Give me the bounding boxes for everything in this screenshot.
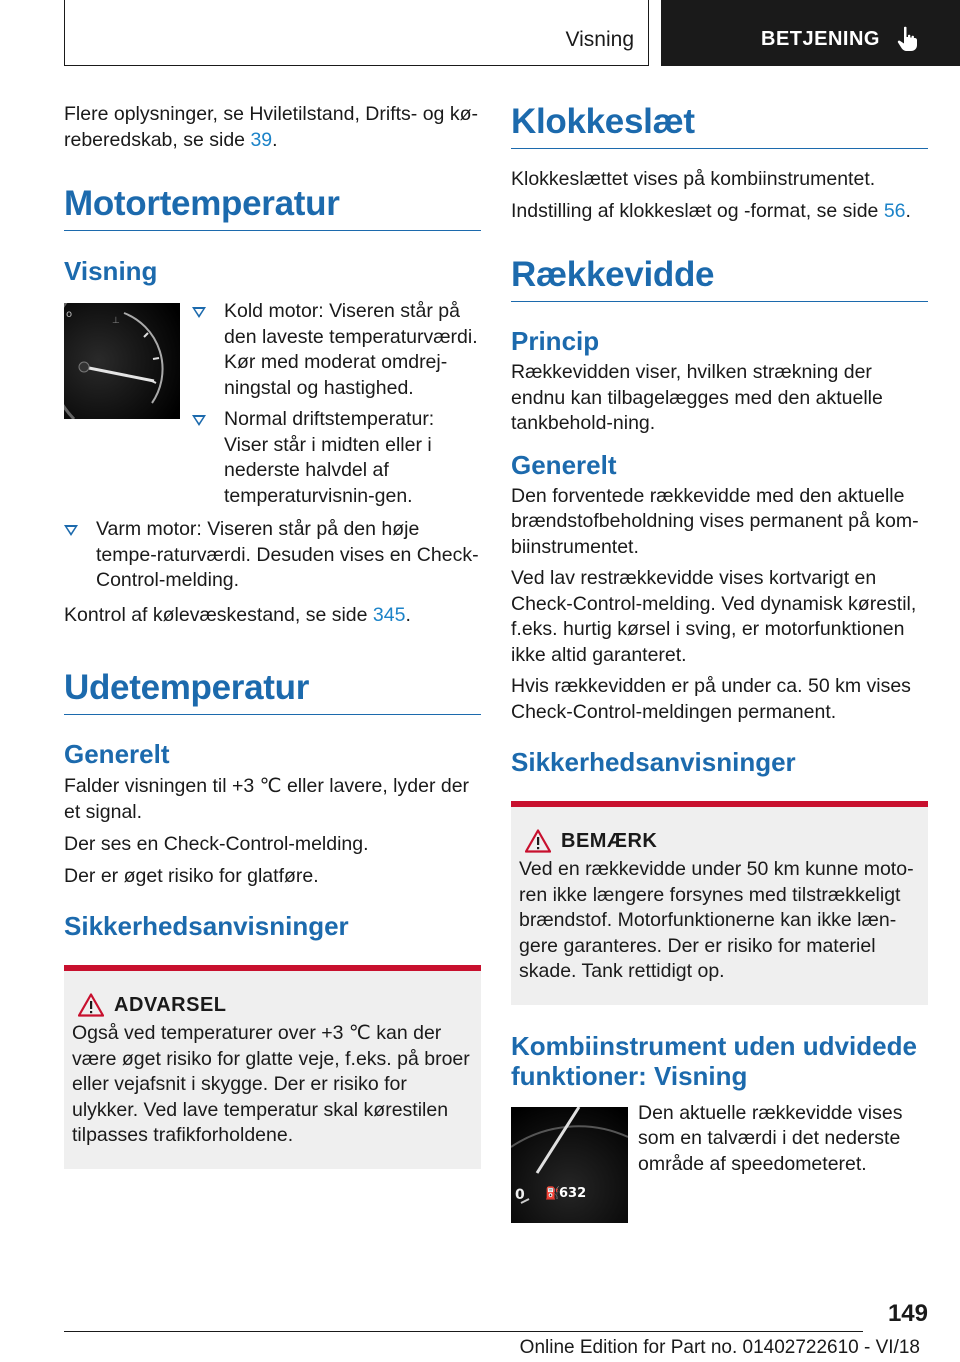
motor-visning-heading: Visning — [64, 256, 158, 286]
note-label: BEMÆRK — [561, 829, 658, 852]
warning-header — [72, 993, 471, 1017]
temperature-gauge-drawing — [64, 303, 180, 419]
klok-heading: Klokkeslæt — [511, 102, 928, 149]
header-section-label: Visning — [565, 28, 634, 51]
note-triangle-icon — [525, 829, 551, 853]
temperature-gauge-image — [64, 303, 180, 419]
footer-edition: Online Edition for Part no. 01402722610 - VI/18 — [519, 1337, 920, 1358]
intro-text: Flere oplysninger, se Hviletilstand, Drifts- og kø-reberedskab, se side — [64, 103, 478, 151]
speedometer-drawing — [511, 1107, 628, 1223]
bullet-triangle-icon — [192, 415, 206, 426]
hand-pointer-icon — [897, 26, 919, 52]
motor-bullet-hot-text: Varm motor: Viseren står på den høje tempe-raturværdi. Desuden vises en Check-Control-melding. — [96, 518, 479, 591]
ude-generelt-heading: Generelt — [64, 739, 170, 769]
motor-bullet-hot — [64, 517, 481, 594]
kombi-text: Den aktuelle rækkevidde vises som en talværdi i det nederste område af speedometeret. — [638, 1101, 903, 1175]
klok-paragraph-2 — [511, 199, 928, 225]
speedometer-zero-label: 0 — [515, 1186, 525, 1203]
intro-paragraph — [64, 102, 481, 153]
note-box — [511, 801, 928, 1005]
warning-label: ADVARSEL — [114, 993, 227, 1016]
motor-gauge-block — [64, 299, 481, 513]
motor-bullet-normal — [192, 407, 481, 509]
kombi-heading: Kombiinstrument uden udvidede funktioner: Visning — [511, 1030, 917, 1091]
coolant-text: Kontrol af kølevæskestand, se side — [64, 603, 368, 626]
note-text: Ved en rækkevidde under 50 km kunne moto-ren ikke længere forsynes med tilstrækkeligt brændstof. Motorfunktionerne kan ikke læn-gere garanteres. Der er risiko for materiel skade. Tank rettidigt op. — [519, 858, 914, 982]
range-principle-heading: Princip — [511, 326, 600, 356]
page-number: 149 — [887, 1300, 928, 1327]
klok-text: Indstilling af klokkeslæt og -format, se side — [511, 199, 879, 222]
warning-text: Også ved temperaturer over +3 ℃ kan der være øget risiko for glatte veje, f.eks. på broer eller vejafsnit i skygge. Der er risiko for ulykker. Ved lave temperatur skal kørestilen tilpasses trafikforholdene. — [72, 1022, 470, 1146]
coolant-page-link[interactable]: 345 — [372, 603, 406, 626]
range-heading: Rækkevidde — [511, 255, 928, 302]
speedometer-image — [511, 1107, 628, 1223]
warning-triangle-icon — [78, 993, 104, 1017]
ude-paragraph-3: Der er øget risiko for glatføre. — [64, 864, 319, 887]
footer-divider — [64, 1331, 863, 1332]
range-principle-text: Rækkevidden viser, hvilken strækning der endnu kan tilbagelægges med den aktuelle tankbehold-ning. — [511, 361, 883, 434]
ude-safety-heading: Sikkerhedsanvisninger — [64, 911, 349, 941]
klok-page-link[interactable]: 56 — [883, 199, 906, 222]
motor-bullet-normal-text: Normal driftstemperatur: Viser står i midten eller i nederste halvdel af temperaturvisnin-gen. — [224, 408, 435, 507]
intro-page-link[interactable]: 39 — [250, 128, 273, 151]
motor-bullet-cold — [192, 299, 481, 401]
right-column — [511, 102, 928, 1223]
bullet-triangle-icon — [192, 307, 206, 318]
svg-text:⊥: ⊥ — [112, 316, 120, 326]
range-safety-heading: Sikkerhedsanvisninger — [511, 747, 796, 777]
klok-end: . — [905, 199, 911, 222]
fuel-pump-icon: ⛽ — [545, 1185, 560, 1200]
klok-paragraph-1: Klokkeslættet vises på kombiinstrumentet. — [511, 168, 876, 190]
header-section-tab — [64, 0, 649, 66]
range-general-paragraph-1: Den forventede rækkevidde med den aktuelle brændstofbeholdning vises permanent på kom-biinstrumentet. — [511, 484, 919, 558]
motor-bullet-cold-text: Kold motor: Viseren står på den laveste temperaturværdi. Kør med moderat omdrej-ningstal og hastighed. — [224, 300, 478, 399]
motor-heading: Motortemperatur — [64, 184, 481, 231]
left-column — [64, 102, 481, 1169]
range-general-heading: Generelt — [511, 449, 617, 480]
intro-end: . — [272, 128, 278, 151]
coolant-paragraph — [64, 603, 481, 629]
kombi-block — [511, 1103, 928, 1223]
header-chapter-label: BETJENING — [761, 28, 880, 50]
coolant-end: . — [405, 603, 411, 626]
note-header — [519, 829, 918, 853]
warning-box — [64, 965, 481, 1169]
header-chapter-tab — [661, 0, 960, 66]
ude-heading: Udetemperatur — [64, 668, 481, 715]
range-general-paragraph-3: Hvis rækkevidden er på under ca. 50 km vises Check-Control-meldingen permanent. — [511, 675, 911, 723]
range-general-paragraph-2: Ved lav restrækkevidde vises kortvarigt en Check-Control-melding. Ved dynamisk kørestil, f.eks. hurtig kørsel i sving, er motorfunktionen ikke altid garanteret. — [511, 567, 917, 666]
bullet-triangle-icon — [64, 525, 78, 536]
speedometer-range-value: 632 — [559, 1185, 587, 1201]
svg-text:o: o — [66, 309, 73, 320]
ude-paragraph-2: Der ses en Check-Control-melding. — [64, 833, 369, 855]
ude-paragraph-1: Falder visningen til +3 ℃ eller lavere, lyder der et signal. — [64, 775, 470, 823]
